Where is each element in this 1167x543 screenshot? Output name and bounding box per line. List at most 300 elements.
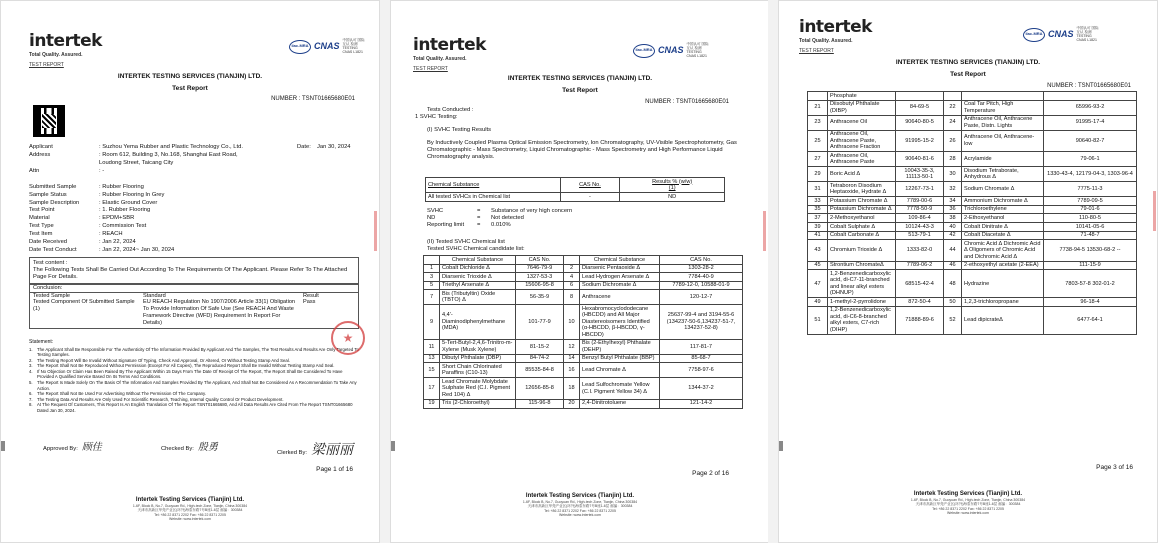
row-no: 9 — [424, 305, 440, 339]
cas-no: 71-48-7 — [1044, 231, 1137, 240]
cas-no: 7778-50-9 — [896, 205, 944, 214]
row-no: 18 — [564, 378, 580, 399]
results-header-result-label: Results % (w/w) — [652, 178, 693, 185]
field-label: Sample Status — [29, 191, 67, 198]
field-label: Submitted Sample — [29, 184, 77, 190]
applicant-value: : Suzhou Yema Rubber and Plastic Technology Co., Ltd. — [99, 144, 243, 150]
approved-signature: 顾佳 — [81, 442, 102, 453]
table-row — [808, 115, 1137, 130]
row-no: 45 — [808, 261, 828, 270]
logo-word: intertek — [29, 31, 102, 51]
chemical-name: Benzyl Butyl Phthalate (BBP) — [580, 354, 660, 363]
chemical-name: Anthracene Oil, Anthracene Paste, Distn. Lights — [962, 115, 1044, 130]
cnas-text: 中国认可 国际互认 检测 TESTING CNAS L1821 — [342, 38, 365, 54]
row-no: 50 — [944, 298, 962, 307]
row-no: 49 — [808, 298, 828, 307]
footer-website: Website: www.intertek.com — [169, 517, 211, 522]
header-chemical: Chemical Substance — [440, 256, 516, 265]
row-no: 4 — [564, 273, 580, 282]
footer-tel: Tel: +86 22 8371 2202 Fax: +86 22 8371 2205 — [932, 506, 1004, 511]
binding-mark — [779, 441, 783, 451]
seal-stamp-icon: ★ — [331, 321, 365, 355]
cas-no: 7784-40-9 — [660, 273, 743, 282]
chemical-name: Hexabromocyclododecane (HBCDD) and All Major Diastereoisomers Identified (α-HBCDD, β-HBCDD, γ-HBCDD) — [580, 305, 660, 339]
cas-no: 15606-95-8 — [516, 281, 564, 290]
chemical-name: Lead Sulfochromate Yellow (C.I. Pigment Yellow 34) Δ — [580, 378, 660, 399]
table-row — [808, 214, 1137, 223]
table-row — [808, 270, 1137, 298]
chemical-name: 2-Methoxyethanol — [828, 214, 896, 223]
test-content-text: The Following Tests Shall Be Carried Out According To The Requirements Of The Applicant. Please Refer To The Attached Page For Details. — [33, 266, 348, 280]
row-no: 44 — [944, 240, 962, 261]
row-no: 7 — [424, 290, 440, 305]
cas-no: 65996-93-2 — [1044, 100, 1137, 115]
cas-no: 1333-82-0 — [896, 240, 944, 261]
cas-no: 872-50-4 — [896, 298, 944, 307]
table-row — [424, 264, 743, 273]
table-row — [808, 92, 1137, 101]
cas-no: 68515-42-4 — [896, 270, 944, 298]
applicant-label: Applicant — [29, 144, 53, 150]
company-name: INTERTEK TESTING SERVICES (TIANJIN) LTD. — [507, 75, 653, 82]
logo-word: intertek — [799, 17, 872, 37]
results-cas: - — [560, 193, 620, 202]
footer-tel: Tel: +86 22 8371 2202 Fax: +86 22 8371 2205 — [544, 508, 616, 513]
statement-block: Statement: 1. The Applicant Shall Be Responsible For The Authenticity Of The Information Provided By Applicant And The Samples, The Test Results And Results Are Only Targeted To Testing Samples. 2. The Testing Report Will Be Invalid Without Signature Of Typing, Check And Approval, Or Altered, Or Without Testing Stamp And Seal. 3. The Report Shall Not Be Reproduced Without Permission (Except For All Copies), The Reproduced Report Shall Be Invalid Without Testing Stamp And Seal. 4. If No Objection Or Claim Has Been Raised By The Applicant Within 15 Days From The Date Of Receipt Of The Report, The Report Shall Be Considered To Have Provided A Qualified Service Based On Its Terms And Conditions. 5. The Report Is Made Solely On The Basis Of The Information And Samples Provided By The Applicant, And Shall Not Be Considered As A Recommendation To Take Any Action. 6. The Report Shall Not Be Used For Advertising Without The Permission Of The Company. 7. The Testing Data And Results Are Only Used For Scientific Research, Teaching, Internal Quality Control Or Product Development. 8. At The Request Of Customers, This Report Is An English Translation Of The Report TSNT01665680, And All Data Results Are Cited From The Report TSNT01665680 Dated Jan 30, 2024. — [29, 339, 359, 413]
attn-value: : - — [99, 168, 105, 175]
report-page-1 — [0, 0, 380, 543]
legend-value: Not detected — [491, 214, 524, 221]
cas-no: 120-12-7 — [660, 290, 743, 305]
footer-address-cn: 天津市高新区华苑产业区(环外)海泰东路7号B座1-6层 邮编：300384 — [527, 504, 633, 509]
cas-no: 10043-35-3, 11113-50-1 — [896, 167, 944, 182]
cas-no: 85535-84-8 — [516, 363, 564, 378]
footer-address: 1-6F, Block B, No.7, Guoyuan Rd., High-tech Zone, Tianjin, China 300384 — [522, 499, 638, 504]
cas-no: 71888-89-6 — [896, 306, 944, 334]
page-footer — [391, 493, 769, 518]
chemical-name: Sodium Chromate Δ — [962, 182, 1044, 197]
row-no: 28 — [944, 152, 962, 167]
cas-no: 10141-05-6 — [1044, 223, 1137, 232]
field-value: : Rubber Flooring — [99, 184, 144, 190]
accreditation-badges — [633, 43, 709, 58]
chemical-name: Cobalt Diacetate Δ — [962, 231, 1044, 240]
chemical-name: Potassium Dichromate Δ — [828, 205, 896, 214]
statement-item: The Testing Data And Results Are Only Used For Scientific Research, Teaching, Internal Quality Control Or Product Development. — [37, 396, 284, 402]
cas-no: 115-96-8 — [516, 399, 564, 408]
table-row — [424, 354, 743, 363]
footer-company: Intertek Testing Services (Tianjin) Ltd. — [135, 496, 245, 503]
svhc-chemical-list-table — [423, 255, 743, 409]
results-substance: All tested SVHCs in Chemical list — [426, 193, 561, 202]
cas-no: 101-77-9 — [516, 305, 564, 339]
binding-mark — [1, 441, 5, 451]
qr-code-icon — [33, 105, 65, 137]
results-value: ND — [620, 193, 725, 202]
cas-no: 6477-64-1 — [1044, 306, 1137, 334]
chemical-name: Chromic Acid Δ Dichromic Acid Δ Oligomers of Chromic Acid and Dichromic Acid Δ — [962, 240, 1044, 261]
row-no: 22 — [944, 100, 962, 115]
chemical-name: Diarsenic Trioxide Δ — [440, 273, 516, 282]
row-no: 47 — [808, 270, 828, 298]
cas-no: 90640-80-5 — [896, 115, 944, 130]
header-chemical: Chemical Substance — [580, 256, 660, 265]
cas-no: 7758-97-6 — [660, 363, 743, 378]
table-row — [424, 273, 743, 282]
cas-no: 84-74-2 — [516, 354, 564, 363]
row-no: 41 — [808, 231, 828, 240]
statement-item: At The Request Of Customers, This Report Is An English Translation Of The Report TSNT01665680, And All Data Results Are Cited From The Report TSNT01665680 Dated Jan 30, 2024. — [37, 402, 353, 413]
cas-no: 109-86-4 — [896, 214, 944, 223]
field-label: Date Test Conduct — [29, 246, 77, 253]
cas-no: 1327-53-3 — [516, 273, 564, 282]
row-no: 29 — [808, 167, 828, 182]
table-row — [424, 290, 743, 305]
row-no: 52 — [944, 306, 962, 334]
field-label: Test Type — [29, 223, 54, 230]
chemical-name: Diarsenic Pentaoxide Δ — [580, 264, 660, 273]
cas-no: 121-14-2 — [660, 399, 743, 408]
row-no: 37 — [808, 214, 828, 223]
header-cas: CAS No. — [660, 256, 743, 265]
test-content-title: Test content : — [33, 260, 68, 266]
address-label: Address — [29, 151, 51, 158]
intertek-logo — [799, 17, 872, 54]
table-row — [424, 399, 743, 408]
chemical-name: Sodium Dichromate Δ — [580, 281, 660, 290]
table-row — [426, 193, 725, 202]
chemical-name: 2,4-Dinitrotoluene — [580, 399, 660, 408]
cas-no: 7789-00-6 — [896, 197, 944, 206]
chemical-name: Chromium Trioxide Δ — [828, 240, 896, 261]
chemical-name: Lead Chromate Δ — [580, 363, 660, 378]
field-label: Test Item — [29, 230, 53, 237]
cas-no: 79-06-1 — [1044, 152, 1137, 167]
conclusion-sample: Tested Component Of Submitted Sample (1) — [33, 299, 135, 313]
footer-address-cn: 天津市高新区华苑产业区(环外)海泰东路7号B座1-6层 邮编：300384 — [915, 502, 1021, 507]
approved-by-label: Approved By: — [43, 446, 78, 452]
ilac-mra-icon: ilac-MRA — [633, 44, 655, 58]
row-no: 42 — [944, 231, 962, 240]
statement-item: The Applicant Shall Be Responsible For The Authenticity Of The Information Provided By Applicant And The Samples, The Test Results And Results Are Only Targeted To Testing Samples. — [37, 346, 359, 358]
cas-no: 7789-09-5 — [1044, 197, 1137, 206]
row-no: 40 — [944, 223, 962, 232]
statement-item: The Testing Report Will Be Invalid Without Signature Of Typing, Check And Approval, Or Altered, Or Without Testing Stamp And Seal. — [37, 357, 290, 363]
row-no: 31 — [808, 182, 828, 197]
row-no: 23 — [808, 115, 828, 130]
field-value: : Commission Test — [99, 223, 147, 230]
row-no: 17 — [424, 378, 440, 399]
svhc-testing-label: 1 SVHC Testing: — [415, 113, 458, 120]
chemical-name: 1,2-Benzenedicarboxylic acid, di-C7-11-branched and linear alkyl esters (DHNUP) — [828, 270, 896, 298]
page-footer — [779, 491, 1157, 516]
chemical-name: Anthracene Oil, Anthracene-low — [962, 130, 1044, 151]
row-no: 43 — [808, 240, 828, 261]
chemical-list-title-block — [427, 239, 763, 253]
page-footer — [1, 497, 379, 522]
legend-key: Reporting limit — [427, 221, 465, 228]
chemical-name: Cobalt Dichloride Δ — [440, 264, 516, 273]
chemical-name: Diisobutyl Phthalate (DIBP) — [828, 100, 896, 115]
field-value: : EPDM+SBR — [99, 215, 135, 222]
field-value: : Elastic Ground Cover — [99, 199, 158, 206]
table-row — [424, 378, 743, 399]
chemical-name: Triethyl Arsenate Δ — [440, 281, 516, 290]
cnas-icon: CNAS — [1048, 29, 1074, 40]
table-row — [808, 223, 1137, 232]
field-value: : Jan 22, 2024~ Jan 30, 2024 — [99, 246, 175, 253]
cas-no: 111-15-9 — [1044, 261, 1137, 270]
cas-no: 110-80-5 — [1044, 214, 1137, 223]
statement-item: The Report Shall Not Be Used For Advertising Without The Permission Of The Company. — [37, 391, 207, 397]
row-no: 12 — [564, 339, 580, 354]
test-report-link: TEST REPORT — [29, 62, 64, 69]
chemical-name: Anthracene Oil, Anthracene Paste — [828, 152, 896, 167]
accreditation-badges — [1023, 27, 1099, 42]
chemical-name: 2-ethoxyethyl acetate (2-EEA) — [962, 261, 1044, 270]
row-no: 26 — [944, 130, 962, 151]
cas-no: 91995-15-2 — [896, 130, 944, 151]
date-value: Jan 30, 2024 — [317, 144, 351, 150]
table-row — [808, 261, 1137, 270]
chemical-name: Tris (2-Chloroethyl) — [440, 399, 516, 408]
table-row — [808, 306, 1137, 334]
row-no: 19 — [424, 399, 440, 408]
table-row — [808, 167, 1137, 182]
cas-no: 1330-43-4, 12179-04-3, 1303-96-4 — [1044, 167, 1137, 182]
row-no: 34 — [944, 197, 962, 206]
results-header-result — [620, 178, 725, 193]
cas-no: 1303-28-2 — [660, 264, 743, 273]
chemical-name: 1-methyl-2-pyrrolidone — [828, 298, 896, 307]
cas-no: 79-01-6 — [1044, 205, 1137, 214]
tests-conducted-block — [415, 107, 751, 161]
checked-signature: 殷勇 — [197, 442, 218, 453]
logo-tagline: Total Quality. Assured. — [413, 56, 467, 63]
svhc-results-table — [425, 177, 725, 202]
field-value: : Jan 22, 2024 — [99, 238, 136, 245]
chemical-name: Ammonium Dichromate Δ — [962, 197, 1044, 206]
row-no: 35 — [808, 205, 828, 214]
row-no: 10 — [564, 305, 580, 339]
row-no: 27 — [808, 152, 828, 167]
field-value: : Rubber Flooring In Grey — [99, 191, 165, 198]
conclusion-header-result: Result — [303, 292, 319, 299]
cas-no: 90640-82-7 — [1044, 130, 1137, 151]
cas-no: 7646-79-9 — [516, 264, 564, 273]
cas-no: 7738-94-5 13530-68-2 -- — [1044, 240, 1137, 261]
row-no: 21 — [808, 100, 828, 115]
company-name: INTERTEK TESTING SERVICES (TIANJIN) LTD. — [117, 73, 263, 80]
footer-company: Intertek Testing Services (Tianjin) Ltd. — [525, 492, 635, 499]
chemical-name: 2-Ethoxyethanol — [962, 214, 1044, 223]
chemical-name: Phosphate — [828, 92, 896, 101]
table-row — [424, 339, 743, 354]
row-no: 5 — [424, 281, 440, 290]
chemical-name: Anthracene Oil, Anthracene Paste, Anthracene Fraction — [828, 130, 896, 151]
report-page-3 — [778, 0, 1158, 543]
chemical-name: Cobalt Dinitrate Δ — [962, 223, 1044, 232]
logo-tagline: Total Quality. Assured. — [799, 38, 853, 45]
legend-block: SVHC = Substance of very high concern ND = Not detected Reporting limit = 0.010% — [427, 208, 573, 228]
legend-value: Substance of very high concern — [491, 208, 573, 214]
table-row — [808, 130, 1137, 151]
chemical-name: Lead dipicrateΔ — [962, 306, 1044, 334]
intertek-logo — [413, 35, 486, 72]
chemical-name: 1,2-Benzenedicarboxylic acid, di-C6-8-branched alkyl esters, C7-rich (DIHP) — [828, 306, 896, 334]
chemical-name: Acrylamide — [962, 152, 1044, 167]
chemical-name: Anthracene Oil — [828, 115, 896, 130]
legend-value: 0.010% — [491, 221, 511, 228]
checked-by-label: Checked By: — [160, 446, 194, 452]
report-title: Test Report — [950, 71, 986, 78]
chemical-name: 5-Tert-Butyl-2,4,6-Trinitro-m-Xylene (Musk Xylene) — [440, 339, 516, 354]
test-report-link: TEST REPORT — [799, 48, 834, 55]
row-no: 33 — [808, 197, 828, 206]
cas-no: 90640-81-6 — [896, 152, 944, 167]
footer-website: Website: www.intertek.com — [947, 511, 989, 516]
date-label: Date: — [297, 144, 311, 150]
cas-no: 91995-17-4 — [1044, 115, 1137, 130]
legend-key: ND — [427, 214, 436, 221]
row-no: 24 — [944, 115, 962, 130]
cas-no: 7775-11-3 — [1044, 182, 1137, 197]
page-number: Page 2 of 16 — [692, 470, 729, 478]
sample-fields — [29, 184, 359, 254]
field-label: Test Point — [29, 207, 55, 214]
field-value: : REACH — [99, 230, 123, 237]
cas-no: 81-15-2 — [516, 339, 564, 354]
report-number: NUMBER : TSNT01665680E01 — [1047, 83, 1131, 89]
chemical-name: Tetraboron Disodium Heptaoxide, Hydrate Δ — [828, 182, 896, 197]
logo-tagline: Total Quality. Assured. — [29, 52, 83, 59]
field-label: Sample Description — [29, 199, 80, 206]
table-row — [808, 197, 1137, 206]
row-no: 14 — [564, 354, 580, 363]
row-no: 46 — [944, 261, 962, 270]
signature-row — [43, 442, 353, 459]
row-no: 16 — [564, 363, 580, 378]
chemical-name: Strontium ChromateΔ — [828, 261, 896, 270]
chemical-name: Cobalt Carbonate Δ — [828, 231, 896, 240]
clerked-signature: 梁丽丽 — [311, 442, 353, 458]
row-no: 8 — [564, 290, 580, 305]
test-content-box — [29, 257, 359, 284]
chemical-name: Bis (Tributyltin) Oxide (TBTO) Δ — [440, 290, 516, 305]
row-no: 32 — [944, 182, 962, 197]
row-no: 38 — [944, 214, 962, 223]
accreditation-badges — [289, 39, 365, 54]
chemical-name: 1,2,3-trichloropropane — [962, 298, 1044, 307]
binding-mark — [391, 441, 395, 451]
chemical-name: Potassium Chromate Δ — [828, 197, 896, 206]
chemical-name: Bis (2-Ethylhexyl) Phthalate (DEHP) — [580, 339, 660, 354]
cas-no: 7789-06-2 — [896, 261, 944, 270]
cnas-icon: CNAS — [314, 41, 340, 52]
cnas-text: 中国认可 国际互认 检测 TESTING CNAS L1821 — [686, 42, 709, 58]
results-header-result-sample: (1) — [668, 185, 676, 192]
cas-no: 12656-85-8 — [516, 378, 564, 399]
report-number: NUMBER : TSNT01665680E01 — [645, 99, 729, 105]
conclusion-box — [29, 284, 359, 329]
header-cas: CAS No. — [516, 256, 564, 265]
table-row — [424, 281, 743, 290]
footer-website: Website: www.intertek.com — [559, 513, 601, 518]
cas-no: 84-69-5 — [896, 100, 944, 115]
cas-no: 513-79-1 — [896, 231, 944, 240]
field-label: Material — [29, 215, 50, 222]
chemical-name: Boric Acid Δ — [828, 167, 896, 182]
svhc-results-title: (I) SVHC Testing Results — [427, 126, 492, 133]
footer-address-cn: 天津市高新区华苑产业区(环外)海泰东路7号B座1-6层 邮编：300384 — [137, 508, 243, 513]
address-value: : Room 612, Building 3, No.168, Shanghai East Road, Loudong Street, Taicang City — [99, 151, 238, 166]
footer-tel: Tel: +86 22 8371 2202 Fax: +86 22 8371 2205 — [154, 512, 226, 517]
chemical-list-title: (II) Tested SVHC Chemical list — [427, 239, 505, 245]
test-report-link: TEST REPORT — [413, 66, 448, 73]
company-name: INTERTEK TESTING SERVICES (TIANJIN) LTD. — [895, 59, 1041, 66]
field-value: : 1. Rubber Flooring — [99, 207, 151, 214]
row-no: 3 — [424, 273, 440, 282]
table-row — [808, 152, 1137, 167]
conclusion-title: Conclusion: — [33, 285, 63, 291]
chemical-name: Dibutyl Phthalate (DBP) — [440, 354, 516, 363]
cas-no: 12267-73-1 — [896, 182, 944, 197]
table-row — [808, 298, 1137, 307]
results-header-substance: Chemical Substance — [426, 178, 561, 193]
results-header-cas: CAS No. — [560, 178, 620, 193]
row-no: 25 — [808, 130, 828, 151]
field-label: Date Received — [29, 238, 68, 245]
row-no: 39 — [808, 223, 828, 232]
statement-title: Statement: — [29, 339, 54, 345]
attn-label: Attn — [29, 168, 40, 175]
cas-no: 85-68-7 — [660, 354, 743, 363]
cas-no: 7789-12-0, 10588-01-9 — [660, 281, 743, 290]
statement-item: The Report Is Made Solely On The Basis Of The Information And Samples Provided By The Applicant, And Shall Not Be Considered As A Recommendation To Take Any Action. — [37, 379, 357, 391]
chemical-name: Lead Hydrogen Arsenate Δ — [580, 273, 660, 282]
cas-no: 25637-99-4 and 3194-55-6 (134237-50-6,134237-51-7, 134237-52-8) — [660, 305, 743, 339]
row-no: 13 — [424, 354, 440, 363]
footer-address: 1-6F, Block B, No.7, Guoyuan Rd., High-tech Zone, Tianjin, China 300384 — [910, 497, 1026, 502]
page-number: Page 3 of 16 — [1096, 464, 1133, 472]
row-no: 36 — [944, 205, 962, 214]
report-title: Test Report — [172, 85, 208, 92]
row-no: 20 — [564, 399, 580, 408]
row-no: 30 — [944, 167, 962, 182]
table-row — [808, 205, 1137, 214]
logo-word: intertek — [413, 35, 486, 55]
page-gap — [768, 0, 778, 543]
method-text: By Inductively Coupled Plasma Optical Emission Spectrometry, Ion Chromatography, UV-Visible Spectrophotometry, Gas Chromatographic - Mass Spectrometry, Liquid Chromatographic - Mass Spectrometry and High Performance Liquid Chromatography analysis. — [427, 139, 737, 160]
cas-no: 96-18-4 — [1044, 298, 1137, 307]
chemical-name: 4,4'-Diaminodiphenylmethane (MDA) — [440, 305, 516, 339]
chemical-name: Anthracene — [580, 290, 660, 305]
chemical-list-subtitle: Tested SVHC Chemical candidate list: — [427, 245, 525, 252]
chemical-name: Disodium Tetraborate, Anhydrous Δ — [962, 167, 1044, 182]
legend-key: SVHC — [427, 208, 444, 214]
conclusion-result: Pass — [303, 299, 316, 306]
row-no: 51 — [808, 306, 828, 334]
table-row — [424, 305, 743, 339]
table-row — [424, 363, 743, 378]
report-title: Test Report — [562, 87, 598, 94]
chemical-name: Short Chain Chlorinated Paraffins (C10-13) — [440, 363, 516, 378]
report-number: NUMBER : TSNT01665680E01 — [271, 96, 355, 102]
intertek-logo — [29, 31, 102, 68]
row-no: 48 — [944, 270, 962, 298]
table-row — [808, 100, 1137, 115]
row-no: 15 — [424, 363, 440, 378]
